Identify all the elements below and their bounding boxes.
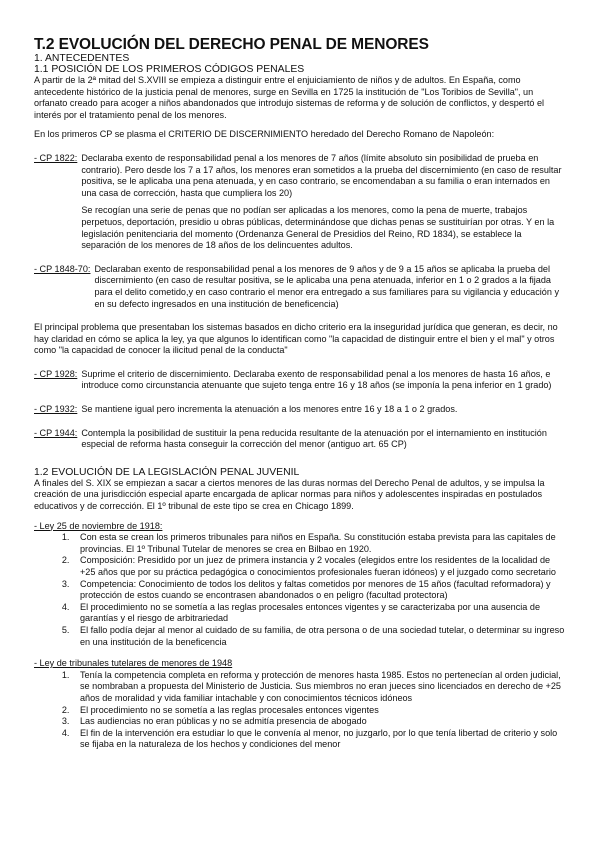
code-tag: - CP 1848-70: <box>34 263 91 274</box>
list-item: 5. El fallo podía dejar al menor al cuidado de su familia, de otra persona o de una sociedad tutelar, o determinar su ingreso en una institución de la beneficencia <box>72 625 566 648</box>
law-1948-heading: - Ley de tribunales tutelares de menores de 1948 <box>34 658 233 669</box>
list-item: 4. El fin de la intervención era estudiar lo que le convenía al menor, no juzgarlo, por lo que tenía libertad de criterio y solo se fijaba en la naturaleza de los hechos y condiciones del menor <box>72 728 566 751</box>
code-paragraph: Contempla la posibilidad de sustituir la pena reducida resultante de la atenuación por el internamiento en institución especial de reforma hasta conseguir la corrección del menor (antiguo art. 65 CP) <box>81 427 547 450</box>
code-tag: - CP 1822: <box>34 152 78 163</box>
document-page <box>34 36 566 751</box>
code-paragraph: Se mantiene igual pero incrementa la atenuación a los menores entre 16 y 18 a 1 o 2 grados. <box>81 404 458 415</box>
juvenil-paragraph: A finales del S. XIX se empiezan a sacar a ciertos menores de las duras normas del Derecho Penal de adultos, y se impulsa la creación de una jurisdicción especial aparte encargada de aplicar normas para niños y adolescentes inspiradas en postulados educativos y de corrección. El 1º tribunal de este tipo se crea en Chicago 1899. <box>34 477 545 512</box>
list-item: 2. El procedimiento no se sometía a las reglas procesales entonces vigentes <box>72 705 566 717</box>
code-cp-1932 <box>34 404 566 416</box>
code-paragraph: Suprime el criterio de discernimiento. Declaraba exento de responsabilidad penal a los menores de hasta 16 años, e introduce como circunstancia atenuante que sujeto tenga entre 16 y 18 años (se imponía la pena inferior en 1 grado) <box>81 368 552 391</box>
code-cp-1928 <box>34 369 566 392</box>
code-tag: - CP 1932: <box>34 404 78 415</box>
code-tag: - CP 1928: <box>34 368 78 379</box>
section-heading-posicion: 1.1 POSICIÓN DE LOS PRIMEROS CÓDIGOS PENALES <box>34 64 305 75</box>
code-cp-1944 <box>34 428 566 451</box>
criterio-paragraph: En los primeros CP se plasma el CRITERIO DE DISCERNIMIENTO heredado del Derecho Romano de Napoleón: <box>34 129 495 140</box>
list-item: 3. Las audiencias no eran públicas y no se admitía presencia de abogado <box>72 716 566 728</box>
law-1918-heading: - Ley 25 de noviembre de 1918: <box>34 520 163 531</box>
list-item: 1. Tenía la competencia completa en reforma y protección de menores hasta 1985. Estos no pertenecían al orden judicial, se nombraban a propuesta del Ministerio de Justicia. Sus miembros no eran jueces sino licenciados en derecho de +25 años de moralidad y vida familiar intachable y con conocimientos técnicos idóneos <box>72 670 566 705</box>
document-title: T.2 EVOLUCIÓN DEL DERECHO PENAL DE MENORES <box>34 36 429 53</box>
law-1918-list <box>34 532 566 648</box>
code-paragraph: Declaraban exento de responsabilidad penal a los menores de 9 años y de 9 a 15 años se aplicaba la prueba del discernimiento (en caso de resultar positiva, se le aplicaba una pena atenuada, inferior en 1 o 2 grados a la fijada para el delito cometido,y en caso contrario el menor era entregado a sus familiares para su vigilancia y educación y en su defecto ingresados en una institución de beneficencia) <box>94 263 559 309</box>
code-tag: - CP 1944: <box>34 427 78 438</box>
law-1948-list <box>34 670 566 751</box>
problema-paragraph: El principal problema que presentaban los sistemas basados en dicho criterio era la inseguridad jurídica que generan, es decir, no hay claridad en cómo se aplica la ley, ya que algunos lo identifican como "la capacidad de distinguir entre el bien y el mal" y otros como "la capacidad de conocer la ilicitud penal de la conducta" <box>34 322 558 356</box>
list-item: 1. Con esta se crean los primeros tribunales para niños en España. Su constitución estaba prevista para las capitales de provincias. El 1º Tribunal Tutelar de menores se crea en Bilbao en 1920. <box>72 532 566 555</box>
code-paragraph: Se recogían una serie de penas que no podían ser aplicadas a los menores, como la pena de muerte, trabajos perpetuos, deportación, presidio u obras públicas, determinándose que dichas penas se sustituirían por otras. Y en la legislación penitenciaria del momento (Ordenanza General de Presidios del Reino, RD 1834), se establece la separación de los menores de 18 años de los delincuentes adultos. <box>81 205 555 251</box>
intro-paragraph: A partir de la 2ª mitad del S.XVIII se empieza a distinguir entre el enjuiciamiento de niños y de adultos. En España, como antecedente histórico de la justicia penal de menores, surge en Sevilla en 1725 la institución de "Los Toribios de Sevilla", un orfanato creado para acoger a niños abandonados que introdujo sistemas de reforma y de solución de conflictos, y despertó el interés por el tratamiento penal de los menores. <box>34 75 545 120</box>
list-item: 3. Competencia: Conocimiento de todos los delitos y faltas cometidos por menores de 15 años (facultad reformadora) y protección de estos cuando se encontrasen abandonados o en peligro (facultad protectora) <box>72 579 566 602</box>
section-heading-evolucion: 1.2 EVOLUCIÓN DE LA LEGISLACIÓN PENAL JUVENIL <box>34 466 300 478</box>
code-cp-1848-70 <box>34 264 566 310</box>
list-item: 2. Composición: Presidido por un juez de primera instancia y 2 vocales (elegidos entre los residentes de la localidad de +25 años que por su práctica pedagógica o conocimientos profesionales fueran idóneos) y el juzgado como secretario <box>72 555 566 578</box>
code-paragraph: Declaraba exento de responsabilidad penal a los menores de 7 años (límite absoluto sin posibilidad de prueba en contrario). Pero desde los 7 a 17 años, los menores eran sometidos a la prueba del discernimiento (en caso de resultar positiva, se le aplicaba una pena atenuada, y en caso contrario, se encomendaban a su familia o eran internados en una casa de corrección, hasta que cumpliera los 20) <box>81 152 562 198</box>
list-item: 4. El procedimiento no se sometía a las reglas procesales entonces vigentes y se caracterizaba por una ausencia de garantías y el riesgo de arbitrariedad <box>72 602 566 625</box>
section-heading-antecedentes: 1. ANTECEDENTES <box>34 53 130 64</box>
code-cp-1822 <box>34 153 566 252</box>
